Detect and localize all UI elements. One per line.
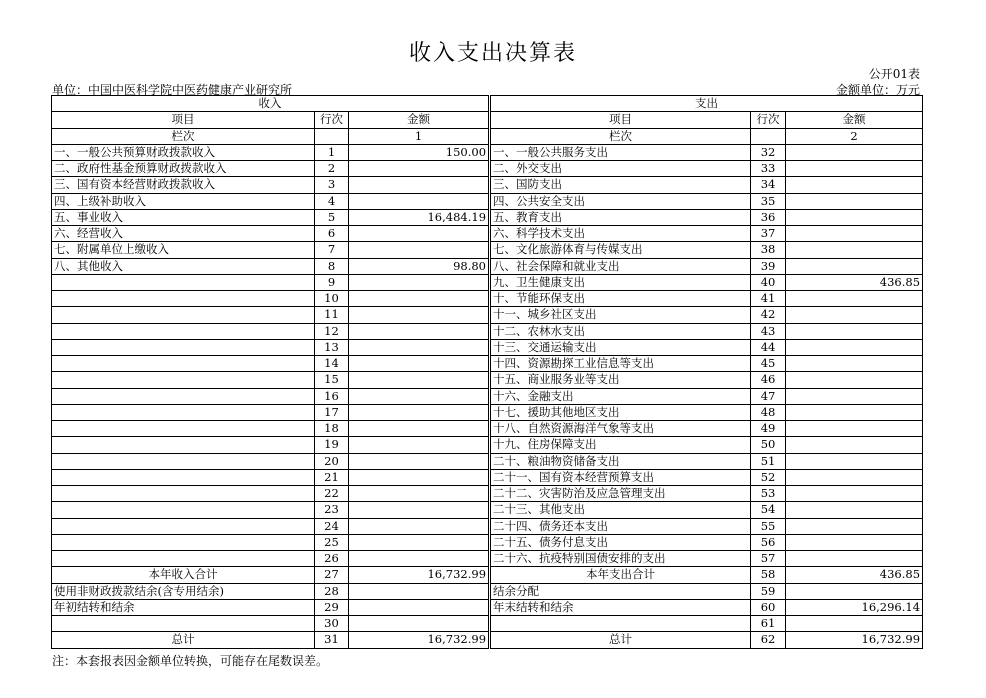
income-row-no-cell: 22 [315,486,349,502]
income-amount-cell [349,323,489,339]
income-row-no-cell: 4 [315,193,349,209]
income-item-cell: 二、政府性基金预算财政拨款收入 [52,161,315,177]
income-item-cell [52,339,315,355]
expense-amount-cell [786,339,923,355]
table-row [52,356,923,372]
table-row [52,437,923,453]
income-row-no-cell: 25 [315,534,349,550]
expense-amount-cell [786,518,923,534]
income-item-cell: 六、经营收入 [52,226,315,242]
expense-item-cell: 十二、农林水支出 [491,323,751,339]
expense-row-no-cell: 58 [751,567,786,583]
expense-row-no-cell: 33 [751,161,786,177]
table-row [52,583,923,599]
income-amount-cell [349,404,489,420]
income-item-cell: 一、一般公共预算财政拨款收入 [52,144,315,160]
expense-row-no-cell: 50 [751,437,786,453]
table-row [52,599,923,615]
expense-amount-cell [786,453,923,469]
table-row [52,242,923,258]
expense-amount-cell [786,209,923,225]
income-amount-cell: 16,732.99 [349,632,489,648]
expense-item-cell: 本年支出合计 [491,567,751,583]
income-item-cell [52,616,315,632]
income-row-no-cell: 30 [315,616,349,632]
income-item-cell: 三、国有资本经营财政拨款收入 [52,177,315,193]
table-row [52,616,923,632]
expense-row-no-cell: 51 [751,453,786,469]
income-row-no-cell: 9 [315,274,349,290]
income-column-number: 1 [349,128,489,144]
expense-row-no-cell: 61 [751,616,786,632]
expense-amount-cell [786,534,923,550]
expense-amount-cell [786,583,923,599]
expense-amount-header: 金额 [786,112,923,128]
income-item-cell: 使用非财政拨款结余(含专用结余) [52,583,315,599]
income-row-no-cell: 14 [315,356,349,372]
income-amount-cell [349,177,489,193]
table-row [52,632,923,648]
income-row-no-cell: 31 [315,632,349,648]
income-amount-cell [349,307,489,323]
income-row-no-cell: 26 [315,551,349,567]
income-amount-cell: 98.80 [349,258,489,274]
income-amount-cell [349,534,489,550]
income-item-cell [52,421,315,437]
expense-item-cell: 二十五、债务付息支出 [491,534,751,550]
income-row-no-header: 行次 [315,112,349,128]
expense-row-no-header: 行次 [751,112,786,128]
income-item-cell [52,534,315,550]
expense-index-label: 栏次 [491,128,751,144]
expense-item-cell: 总计 [491,632,751,648]
income-amount-cell [349,469,489,485]
expense-amount-cell [786,437,923,453]
table-row [52,307,923,323]
expense-row-no-cell: 38 [751,242,786,258]
expense-row-no-cell: 55 [751,518,786,534]
income-amount-cell [349,437,489,453]
income-item-cell [52,502,315,518]
column-header-row [52,112,923,128]
table-row [52,404,923,420]
expense-row-no-cell: 57 [751,551,786,567]
income-item-cell: 本年收入合计 [52,567,315,583]
income-item-cell [52,437,315,453]
income-item-cell [52,274,315,290]
income-index-label: 栏次 [52,128,315,144]
income-amount-cell [349,193,489,209]
expense-item-cell: 三、国防支出 [491,177,751,193]
expense-row-no-cell: 43 [751,323,786,339]
table-row [52,144,923,160]
expense-row-no-cell: 48 [751,404,786,420]
expense-item-cell: 九、卫生健康支出 [491,274,751,290]
income-item-cell [52,372,315,388]
expense-amount-cell [786,193,923,209]
expense-item-cell: 二十一、国有资本经营预算支出 [491,469,751,485]
table-row [52,161,923,177]
income-amount-cell [349,551,489,567]
table-row [52,209,923,225]
expense-row-no-cell: 36 [751,209,786,225]
table-row [52,469,923,485]
expense-row-no-cell: 35 [751,193,786,209]
expense-amount-cell [786,161,923,177]
footnote: 注：本套报表因金额单位转换，可能存在尾数误差。 [52,654,329,668]
section-header-row [52,96,923,112]
income-row-no-cell: 17 [315,404,349,420]
income-amount-cell [349,372,489,388]
expense-row-no-cell: 34 [751,177,786,193]
income-amount-cell [349,486,489,502]
income-amount-cell [349,502,489,518]
income-amount-cell [349,356,489,372]
table-row [52,486,923,502]
expense-item-cell: 十三、交通运输支出 [491,339,751,355]
expense-item-cell: 七、文化旅游体育与传媒支出 [491,242,751,258]
income-row-no-cell: 12 [315,323,349,339]
table-row [52,502,923,518]
income-row-no-cell: 23 [315,502,349,518]
expense-amount-cell [786,356,923,372]
expense-item-cell: 四、公共安全支出 [491,193,751,209]
expense-row-no-cell: 52 [751,469,786,485]
expense-row-no-cell: 45 [751,356,786,372]
expense-item-cell [491,616,751,632]
expense-row-no-cell: 37 [751,226,786,242]
income-row-no-cell: 11 [315,307,349,323]
expense-amount-cell [786,486,923,502]
expense-item-cell: 八、社会保障和就业支出 [491,258,751,274]
income-amount-header: 金额 [349,112,489,128]
table-row [52,372,923,388]
expense-amount-cell [786,421,923,437]
income-row-no-cell: 6 [315,226,349,242]
expense-amount-cell: 16,732.99 [786,632,923,648]
income-item-cell: 五、事业收入 [52,209,315,225]
expense-amount-cell [786,144,923,160]
expense-row-no-cell: 53 [751,486,786,502]
expense-item-cell: 十四、资源勘探工业信息等支出 [491,356,751,372]
income-row-no-cell: 3 [315,177,349,193]
expense-amount-cell [786,616,923,632]
income-item-cell [52,388,315,404]
expense-item-cell: 二十四、债务还本支出 [491,518,751,534]
expense-amount-cell [786,469,923,485]
expense-item-cell: 十七、援助其他地区支出 [491,404,751,420]
expense-item-cell: 二十二、灾害防治及应急管理支出 [491,486,751,502]
income-row-no-cell: 5 [315,209,349,225]
table-row [52,226,923,242]
expense-amount-cell: 16,296.14 [786,599,923,615]
income-item-cell: 八、其他收入 [52,258,315,274]
income-amount-cell [349,274,489,290]
expense-item-cell: 十、节能环保支出 [491,291,751,307]
expense-item-cell: 二、外交支出 [491,161,751,177]
income-item-cell: 四、上级补助收入 [52,193,315,209]
expense-amount-cell [786,323,923,339]
income-amount-cell [349,616,489,632]
expense-row-no-cell: 56 [751,534,786,550]
expense-item-cell: 十五、商业服务业等支出 [491,372,751,388]
expense-row-no-cell: 49 [751,421,786,437]
expense-item-cell: 六、科学技术支出 [491,226,751,242]
income-item-cell [52,518,315,534]
column-index-row [52,128,923,144]
income-amount-cell [349,599,489,615]
expense-row-no-cell: 39 [751,258,786,274]
income-item-header: 项目 [52,112,315,128]
income-item-cell: 总计 [52,632,315,648]
expense-amount-cell [786,242,923,258]
expense-item-cell: 五、教育支出 [491,209,751,225]
income-row-no-cell: 29 [315,599,349,615]
table-row [52,177,923,193]
expense-amount-cell [786,502,923,518]
table-row [52,453,923,469]
income-row-no-cell: 7 [315,242,349,258]
income-item-cell [52,307,315,323]
income-row-no-cell: 10 [315,291,349,307]
table-row [52,339,923,355]
expense-row-no-cell: 32 [751,144,786,160]
table-row [52,388,923,404]
income-amount-cell [349,226,489,242]
table-row [52,551,923,567]
table-row [52,193,923,209]
income-amount-cell: 16,732.99 [349,567,489,583]
expense-amount-cell [786,307,923,323]
income-item-cell [52,469,315,485]
expense-item-cell: 十八、自然资源海洋气象等支出 [491,421,751,437]
income-amount-cell [349,161,489,177]
income-amount-cell [349,291,489,307]
expense-row-no-cell: 44 [751,339,786,355]
income-row-no-cell: 28 [315,583,349,599]
report-title: 收入支出决算表 [408,41,577,66]
expense-row-no-cell: 60 [751,599,786,615]
table-row [52,274,923,290]
expense-amount-cell [786,291,923,307]
expense-amount-cell [786,404,923,420]
expense-item-cell: 年末结转和结余 [491,599,751,615]
expense-row-no-cell: 62 [751,632,786,648]
income-row-no-cell: 16 [315,388,349,404]
income-row-no-cell: 20 [315,453,349,469]
income-amount-cell [349,242,489,258]
form-code: 公开01表 [868,67,920,81]
expense-column-number: 2 [786,128,923,144]
expense-section-header: 支出 [491,96,923,112]
income-row-no-cell: 1 [315,144,349,160]
income-item-cell: 七、附属单位上缴收入 [52,242,315,258]
expense-amount-cell [786,551,923,567]
income-amount-cell [349,421,489,437]
income-item-cell [52,486,315,502]
expense-item-cell: 十六、金融支出 [491,388,751,404]
expense-item-cell: 二十六、抗疫特别国债安排的支出 [491,551,751,567]
table-row [52,567,923,583]
income-amount-cell [349,339,489,355]
expense-row-no-cell: 42 [751,307,786,323]
income-index-blank [315,128,349,144]
income-row-no-cell: 27 [315,567,349,583]
table-row [52,258,923,274]
table-row [52,421,923,437]
expense-item-header: 项目 [491,112,751,128]
income-item-cell [52,291,315,307]
income-item-cell [52,356,315,372]
income-row-no-cell: 13 [315,339,349,355]
table-row [52,518,923,534]
expense-item-cell: 十一、城乡社区支出 [491,307,751,323]
income-item-cell [52,323,315,339]
income-row-no-cell: 18 [315,421,349,437]
expense-amount-cell: 436.85 [786,567,923,583]
expense-row-no-cell: 54 [751,502,786,518]
income-row-no-cell: 24 [315,518,349,534]
income-row-no-cell: 8 [315,258,349,274]
expense-item-cell: 二十、粮油物资储备支出 [491,453,751,469]
income-amount-cell [349,583,489,599]
expense-row-no-cell: 46 [751,372,786,388]
money-unit-label: 金额单位：万元 [835,83,920,97]
income-section-header: 收入 [52,96,489,112]
expense-item-cell: 结余分配 [491,583,751,599]
income-item-cell: 年初结转和结余 [52,599,315,615]
expense-item-cell: 二十三、其他支出 [491,502,751,518]
table-row [52,323,923,339]
income-amount-cell: 150.00 [349,144,489,160]
income-expense-table [51,95,923,649]
income-item-cell [52,551,315,567]
income-row-no-cell: 19 [315,437,349,453]
expense-amount-cell: 436.85 [786,274,923,290]
expense-amount-cell [786,226,923,242]
income-amount-cell: 16,484.19 [349,209,489,225]
unit-label: 单位：中国中医科学院中医药健康产业研究所 [52,83,293,97]
income-amount-cell [349,518,489,534]
expense-row-no-cell: 59 [751,583,786,599]
expense-row-no-cell: 40 [751,274,786,290]
expense-item-cell: 一、一般公共服务支出 [491,144,751,160]
income-item-cell [52,453,315,469]
expense-item-cell: 十九、住房保障支出 [491,437,751,453]
expense-row-no-cell: 47 [751,388,786,404]
expense-amount-cell [786,258,923,274]
expense-amount-cell [786,372,923,388]
income-item-cell [52,404,315,420]
expense-amount-cell [786,388,923,404]
expense-amount-cell [786,177,923,193]
table-row [52,534,923,550]
income-row-no-cell: 2 [315,161,349,177]
table-row [52,291,923,307]
income-amount-cell [349,388,489,404]
income-row-no-cell: 15 [315,372,349,388]
expense-index-blank [751,128,786,144]
expense-row-no-cell: 41 [751,291,786,307]
income-row-no-cell: 21 [315,469,349,485]
income-amount-cell [349,453,489,469]
